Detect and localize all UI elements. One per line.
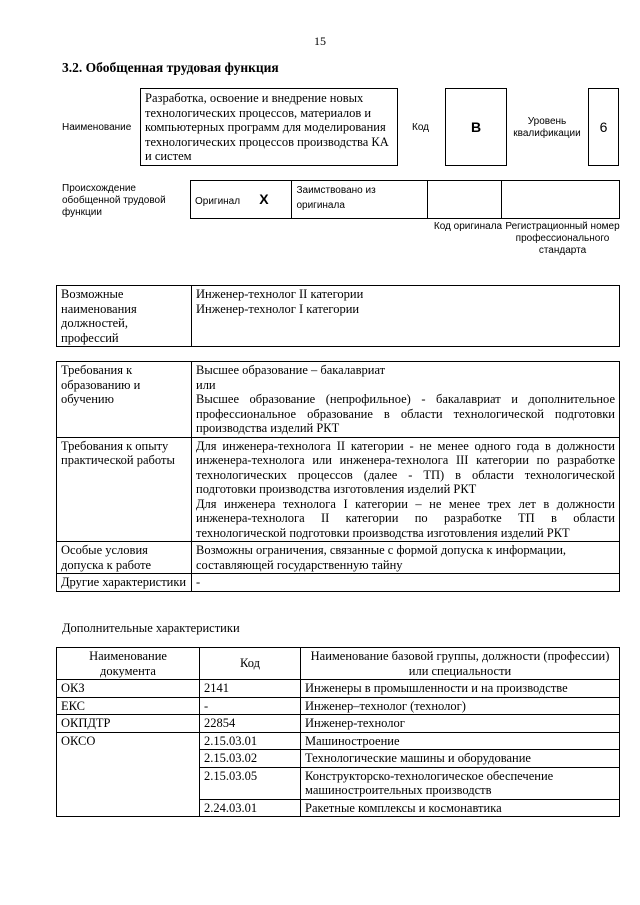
education-label: Требования к образованию и обучению xyxy=(57,362,192,438)
experience-line: Для инженера-технолога II категории - не менее одного года в должности инженера-технолога или инженера-технолога III категории по разработке технологических процессов (далее - ТП) в области технологической подготовки производства изготовления изделий РКТ xyxy=(196,438,615,496)
requirements-table xyxy=(56,361,620,592)
row-name: Инженер–технолог (технолог) xyxy=(301,697,620,715)
row-doc: ЕКС xyxy=(57,697,200,715)
origin-label: Происхождение обобщенной трудовой функции xyxy=(62,183,166,218)
row-code: 2141 xyxy=(200,680,301,698)
row-doc: ОКЗ xyxy=(57,680,200,698)
row-code: 2.15.03.01 xyxy=(200,732,301,750)
row-name: Машиностроение xyxy=(301,732,620,750)
original-cell xyxy=(191,181,292,219)
code-original-cell xyxy=(428,181,502,219)
borrowed-label: Заимствовано из оригинала xyxy=(296,185,376,211)
code-original-label: Код оригинала xyxy=(433,221,503,232)
original-mark: X xyxy=(259,190,269,207)
row-code: 2.15.03.02 xyxy=(200,750,301,768)
code-label: Код xyxy=(412,122,430,133)
row-name: Инженер-технолог xyxy=(301,715,620,733)
education-cell xyxy=(192,362,620,438)
row-code: - xyxy=(200,697,301,715)
row-doc: ОКСО xyxy=(57,732,200,817)
table-row xyxy=(57,680,620,698)
row-name: Технологические машины и оборудование xyxy=(301,750,620,768)
education-line: Высшее образование (непрофильное) - бакалавриат и дополнительное профессиональное образование в области технологической подготовки производства изделий РКТ xyxy=(196,392,615,435)
row-name: Конструкторско-технологическое обеспечение машиностроительных производств xyxy=(301,767,620,799)
level-value: 6 xyxy=(599,119,608,135)
row-code: 22854 xyxy=(200,715,301,733)
row-code: 2.15.03.05 xyxy=(200,767,301,799)
special-label: Особые условия допуска к работе xyxy=(57,542,192,574)
experience-cell xyxy=(192,437,620,542)
header-doc: Наименование документа xyxy=(57,648,200,680)
other-label: Другие характеристики xyxy=(57,574,192,592)
table-row xyxy=(57,732,620,750)
level-label: Уровень квалификации xyxy=(513,116,581,139)
level-box xyxy=(588,88,619,166)
positions-cell xyxy=(192,286,620,347)
code-box xyxy=(445,88,507,166)
original-label: Оригинал xyxy=(195,195,241,207)
position-line: Инженер-технолог I категории xyxy=(196,301,360,316)
header-name: Наименование базовой группы, должности (профессии) или специальности xyxy=(301,648,620,680)
additional-title: Дополнительные характеристики xyxy=(62,621,240,635)
education-line: или xyxy=(196,377,216,392)
special-text: Возможны ограничения, связанные с формой допуска к информации, составляющей государственную тайну xyxy=(192,542,620,574)
function-name-value: Разработка, освоение и внедрение новых технологических процессов, материалов и компьютерных программ для моделирования технологических процессов производства КА и систем xyxy=(145,91,389,163)
experience-line: Для инженера технолога I категории – не менее трех лет в должности инженера-технолога II категории по разработке ТП в области технологической подготовки производства изготовления изделий РКТ xyxy=(196,496,615,540)
reg-number-cell xyxy=(501,181,619,219)
row-doc: ОКПДТР xyxy=(57,715,200,733)
table-row xyxy=(57,715,620,733)
row-code: 2.24.03.01 xyxy=(200,799,301,817)
row-name: Ракетные комплексы и космонавтика xyxy=(301,799,620,817)
code-value: В xyxy=(470,119,482,135)
row-name: Инженеры в промышленности и на производстве xyxy=(301,680,620,698)
function-name-box xyxy=(140,88,398,166)
borrowed-cell xyxy=(292,181,428,219)
page-number: 15 xyxy=(314,34,326,48)
reg-number-label: Регистрационный номер профессионального стандарта xyxy=(505,221,620,256)
origin-table xyxy=(190,180,620,219)
experience-label: Требования к опыту практической работы xyxy=(57,437,192,542)
section-title: 3.2. Обобщенная трудовая функция xyxy=(62,60,279,75)
header-code: Код xyxy=(200,648,301,680)
education-line: Высшее образование – бакалавриат xyxy=(196,363,386,377)
position-line: Инженер-технолог II категории xyxy=(196,287,364,301)
additional-table xyxy=(56,647,620,817)
other-text: - xyxy=(192,574,620,592)
positions-table xyxy=(56,285,620,347)
positions-label: Возможные наименования должностей, профессий xyxy=(57,286,192,347)
name-label: Наименование xyxy=(62,122,132,133)
table-row xyxy=(57,697,620,715)
